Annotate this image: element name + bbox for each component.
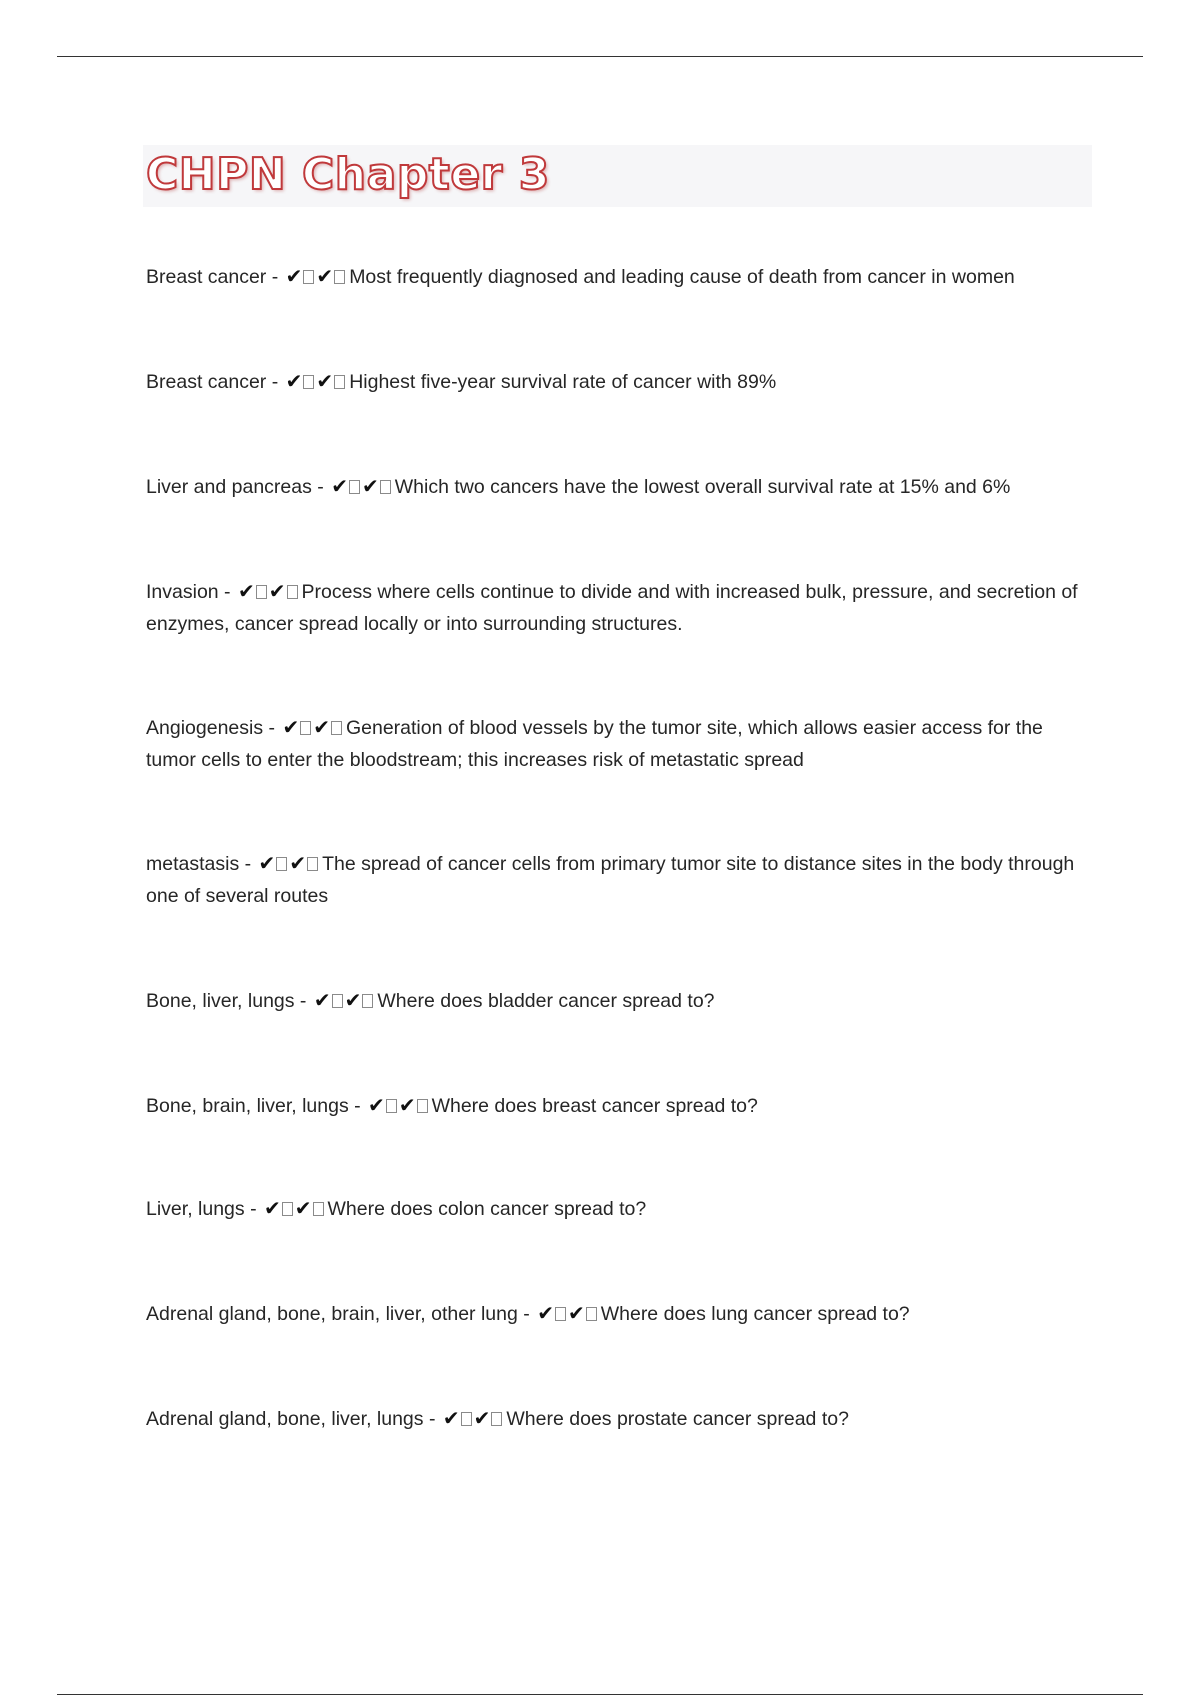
check-icon: ✔ — [368, 1093, 385, 1117]
entry-definition: Where does bladder cancer spread to? — [377, 990, 715, 1012]
box-icon — [334, 270, 345, 284]
check-icon: ✔ — [398, 1093, 416, 1117]
check-icon: ✔ — [344, 988, 362, 1012]
flashcard-entry — [146, 1402, 1091, 1435]
check-icon: ✔ — [361, 474, 379, 498]
check-icon: ✔ — [567, 1301, 585, 1325]
box-icon — [303, 270, 314, 284]
entry-term: Breast cancer — [146, 266, 267, 288]
entry-term: Adrenal gland, bone, brain, liver, other lung — [146, 1303, 518, 1325]
check-marks — [286, 266, 348, 288]
entry-term: Breast cancer — [146, 371, 267, 393]
entry-separator: - — [348, 1095, 367, 1117]
check-icon: ✔ — [237, 579, 255, 603]
entry-separator: - — [517, 1303, 536, 1325]
entry-definition: The spread of cancer cells from primary tumor site to distance sites in the body through one of several routes — [146, 853, 1075, 907]
entry-definition: Where does lung cancer spread to? — [600, 1303, 910, 1325]
entry-separator: - — [311, 476, 330, 498]
footer-rule — [57, 1694, 1143, 1695]
flashcard-entry — [146, 1192, 1091, 1225]
entry-separator: - — [423, 1408, 441, 1430]
check-marks — [238, 581, 300, 603]
box-icon — [287, 585, 298, 599]
check-marks — [259, 853, 321, 875]
flashcard-entry — [146, 260, 1091, 293]
entry-definition: Where does breast cancer spread to? — [431, 1095, 758, 1117]
entry-term: Liver and pancreas — [146, 476, 312, 498]
entry-term: Liver, lungs — [146, 1198, 245, 1220]
check-marks — [368, 1095, 430, 1117]
check-icon: ✔ — [313, 715, 330, 739]
flashcard-entry — [146, 1089, 1091, 1122]
check-icon: ✔ — [313, 988, 331, 1012]
box-icon — [332, 994, 343, 1008]
box-icon — [417, 1099, 428, 1113]
entry-definition: Where does prostate cancer spread to? — [506, 1408, 849, 1430]
check-marks — [286, 371, 348, 393]
check-marks — [314, 990, 376, 1012]
check-icon: ✔ — [264, 1196, 281, 1220]
check-marks — [264, 1198, 326, 1220]
flashcard-entry — [146, 365, 1091, 398]
check-icon: ✔ — [442, 1406, 460, 1430]
box-icon — [300, 721, 311, 735]
flashcard-entry — [146, 847, 1091, 912]
entry-definition: Process where cells continue to divide and with increased bulk, pressure, and secretion of enzymes, cancer spread locally or into surrounding structures. — [146, 581, 1078, 635]
box-icon — [282, 1202, 293, 1216]
check-icon: ✔ — [537, 1301, 554, 1325]
box-icon — [386, 1099, 397, 1113]
entry-definition: Highest five-year survival rate of cancer with 89% — [349, 371, 777, 393]
flashcard-entry — [146, 984, 1091, 1017]
entry-term: Angiogenesis — [146, 717, 264, 739]
check-marks — [331, 476, 393, 498]
box-icon — [586, 1307, 597, 1321]
check-marks — [443, 1408, 505, 1430]
box-icon — [362, 994, 373, 1008]
check-icon: ✔ — [282, 715, 300, 739]
entry-term: metastasis — [146, 853, 240, 875]
check-icon: ✔ — [289, 851, 307, 875]
box-icon — [331, 721, 342, 735]
flashcard-entry — [146, 470, 1091, 503]
entry-separator: - — [263, 717, 281, 739]
check-icon: ✔ — [285, 264, 303, 288]
check-icon: ✔ — [316, 369, 334, 393]
entry-definition: Most frequently diagnosed and leading cause of death from cancer in women — [349, 266, 1015, 288]
entry-term: Invasion — [146, 581, 219, 603]
box-icon — [276, 857, 287, 871]
entry-separator: - — [218, 581, 236, 603]
check-marks — [537, 1303, 599, 1325]
entry-term: Bone, liver, lungs — [146, 990, 295, 1012]
check-icon: ✔ — [285, 369, 303, 393]
flashcard-entry — [146, 575, 1091, 640]
box-icon — [461, 1412, 472, 1426]
entry-separator: - — [294, 990, 312, 1012]
entry-definition: Where does colon cancer spread to? — [327, 1198, 647, 1220]
check-icon: ✔ — [258, 851, 276, 875]
check-marks — [282, 717, 344, 739]
check-icon: ✔ — [294, 1196, 312, 1220]
box-icon — [380, 480, 391, 494]
flashcard-entry — [146, 711, 1091, 776]
check-icon: ✔ — [331, 474, 348, 498]
box-icon — [313, 1202, 324, 1216]
box-icon — [334, 375, 345, 389]
entry-separator: - — [266, 266, 284, 288]
box-icon — [303, 375, 314, 389]
box-icon — [491, 1412, 502, 1426]
page-title: CHPN Chapter 3 — [146, 149, 550, 200]
box-icon — [307, 857, 318, 871]
entry-separator: - — [266, 371, 284, 393]
header-rule — [57, 56, 1143, 57]
entry-term: Bone, brain, liver, lungs — [146, 1095, 349, 1117]
box-icon — [256, 585, 267, 599]
entry-term: Adrenal gland, bone, liver, lungs — [146, 1408, 424, 1430]
entry-separator: - — [244, 1198, 262, 1220]
box-icon — [555, 1307, 566, 1321]
entry-separator: - — [239, 853, 257, 875]
check-icon: ✔ — [316, 264, 334, 288]
flashcard-entry — [146, 1297, 1091, 1330]
check-icon: ✔ — [473, 1406, 491, 1430]
check-icon: ✔ — [268, 579, 286, 603]
entry-definition: Generation of blood vessels by the tumor site, which allows easier access for the tumor cells to enter the bloodstream; this increases risk of metastatic spread — [146, 717, 1043, 771]
entry-definition: Which two cancers have the lowest overall survival rate at 15% and 6% — [394, 476, 1011, 498]
box-icon — [349, 480, 360, 494]
